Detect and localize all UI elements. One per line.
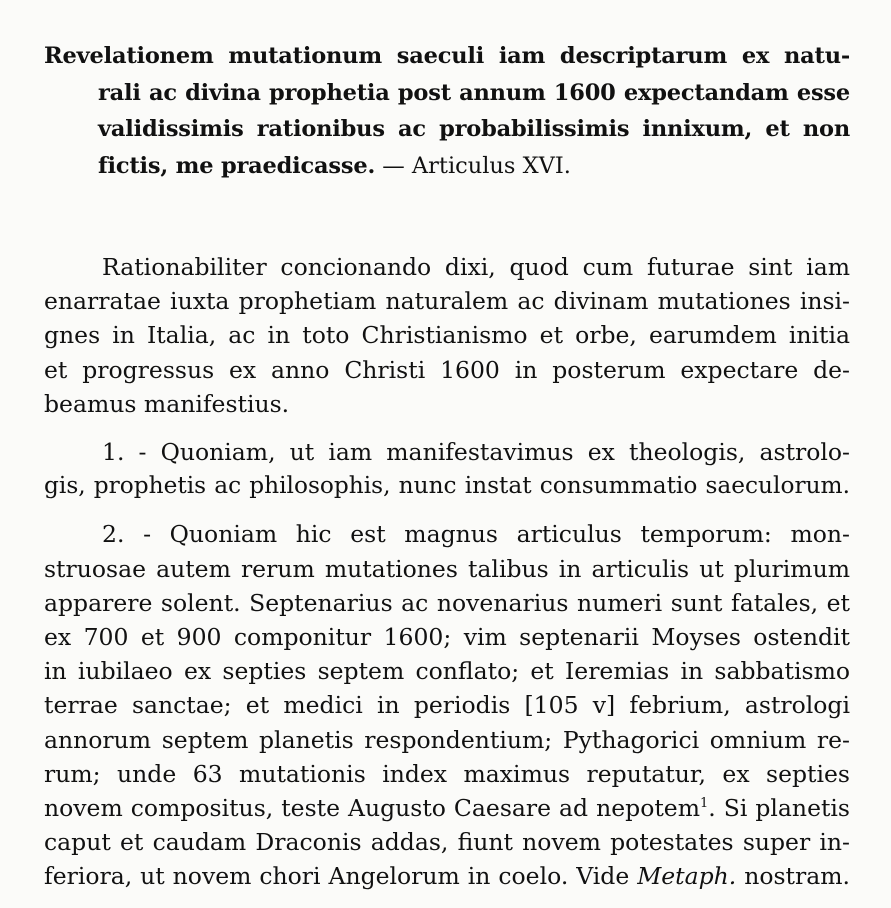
body-text (44, 250, 850, 908)
paragraph-point-2 (44, 517, 850, 893)
text-line: 2. - Quoniam hic est magnus articulus temporum: mon- (102, 520, 850, 549)
text-line: annorum septem planetis respondentium; Pythagorici omnium re- (44, 725, 850, 754)
text-line: beamus manifestius. (44, 389, 290, 418)
footnote-marker: 1 (699, 796, 709, 812)
text-line: terrae sanctae; et medici in periodis [105 v] febrium, astrologi (44, 691, 850, 720)
text-line: feriora, ut novem chori Angelorum in coelo. Vide Metaph. nostram. (44, 862, 850, 891)
text-line: rum; unde 63 mutationis index maximus reputatur, ex septies (44, 759, 850, 788)
text-line: et progressus ex anno Christi 1600 in posterum expectare de- (44, 355, 850, 384)
article-heading (44, 38, 850, 184)
text-line: 1. - Quoniam, ut iam manifestavimus ex theologis, astrolo- (102, 438, 850, 467)
text-line: struosae autem rerum mutationes talibus in articulis ut plurimum (44, 554, 850, 583)
text-line: gnes in Italia, ac in toto Christianismo et orbe, earumdem initia (44, 321, 850, 350)
text-line: gis, prophetis ac philosophis, nunc instat consummatio saeculorum. (44, 472, 850, 500)
heading-line: fictis, me praedicasse. — Articulus XVI. (98, 152, 571, 179)
heading-line: validissimis rationibus ac probabilissimis innixum, et non (98, 116, 850, 142)
text-line: caput et caudam Draconis addas, fiunt novem potestates super in- (44, 828, 850, 857)
text-line: novem compositus, teste Augusto Caesare ad nepotem$^1$. Si planetis (44, 794, 850, 823)
work-title: Metaph. (637, 862, 737, 891)
heading-line: rali ac divina prophetia post annum 1600 expectandam esse (98, 79, 850, 106)
text-line: ex 700 et 900 componitur 1600; vim septenarii Moyses ostendit (44, 623, 850, 652)
text-line: enarratae iuxta prophetiam naturalem ac divinam mutationes insi- (44, 287, 850, 316)
heading-line: Revelationem mutationum saeculi iam descriptarum ex natu- (44, 43, 850, 69)
paragraph-point-1 (44, 435, 850, 503)
text-line: apparere solent. Septenarius ac novenarius numeri sunt fatales, et (44, 588, 850, 617)
paragraph-intro (44, 250, 850, 421)
text-line: in iubilaeo ex septies septem conflato; et Ieremias in sabbatismo (44, 657, 850, 686)
article-reference: — Articulus XVI. (382, 152, 571, 179)
text-line: Rationabiliter concionando dixi, quod cum futurae sint iam (102, 253, 850, 281)
